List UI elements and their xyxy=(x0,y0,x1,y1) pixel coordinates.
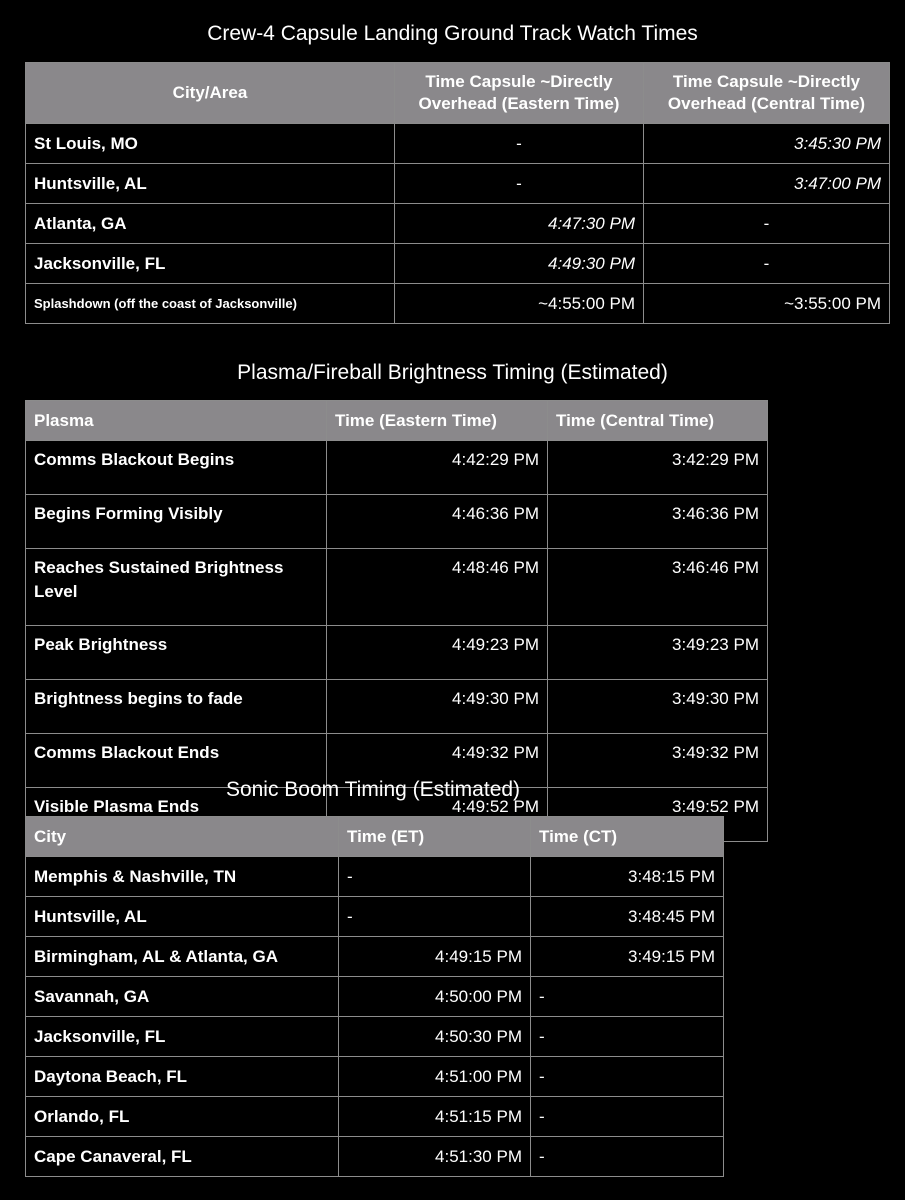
city-cell: Cape Canaveral, FL xyxy=(26,1137,339,1177)
central-time-cell: 3:49:15 PM xyxy=(531,937,724,977)
city-cell: St Louis, MO xyxy=(26,124,395,164)
eastern-time-cell: 4:49:30 PM xyxy=(395,244,644,284)
central-time-cell: - xyxy=(644,204,890,244)
city-cell: Huntsville, AL xyxy=(26,164,395,204)
city-cell: Huntsville, AL xyxy=(26,897,339,937)
event-cell: Comms Blackout Begins xyxy=(26,441,327,495)
central-time-cell: - xyxy=(531,977,724,1017)
table-row xyxy=(26,441,768,495)
eastern-time-cell: 4:49:23 PM xyxy=(327,626,548,680)
eastern-time-cell: 4:50:00 PM xyxy=(339,977,531,1017)
central-time-cell: 3:48:15 PM xyxy=(531,857,724,897)
table-row xyxy=(26,164,890,204)
eastern-time-cell: 4:42:29 PM xyxy=(327,441,548,495)
column-header: Time Capsule ~Directly Overhead (Central Time) xyxy=(644,63,890,124)
eastern-time-cell: 4:49:32 PM xyxy=(327,734,548,788)
table-row xyxy=(26,284,890,324)
event-cell: Peak Brightness xyxy=(26,626,327,680)
central-time-cell: 3:45:30 PM xyxy=(644,124,890,164)
central-time-cell: 3:46:36 PM xyxy=(548,495,768,549)
city-cell: Birmingham, AL & Atlanta, GA xyxy=(26,937,339,977)
eastern-time-cell: - xyxy=(339,857,531,897)
city-cell: Memphis & Nashville, TN xyxy=(26,857,339,897)
table-row xyxy=(26,244,890,284)
table-row xyxy=(26,1137,724,1177)
table-header-row xyxy=(26,817,724,857)
plasma-timing-title: Plasma/Fireball Brightness Timing (Estimated) xyxy=(237,361,668,384)
central-time-cell: - xyxy=(531,1097,724,1137)
city-cell: Daytona Beach, FL xyxy=(26,1057,339,1097)
column-header: Time (Eastern Time) xyxy=(327,401,548,441)
table-row xyxy=(26,495,768,549)
central-time-cell: 3:49:23 PM xyxy=(548,626,768,680)
table-row xyxy=(26,1097,724,1137)
table-row xyxy=(26,897,724,937)
eastern-time-cell: 4:50:30 PM xyxy=(339,1017,531,1057)
table-row xyxy=(26,626,768,680)
table-row xyxy=(26,124,890,164)
eastern-time-cell: 4:47:30 PM xyxy=(395,204,644,244)
central-time-cell: - xyxy=(531,1057,724,1097)
table-header-row xyxy=(26,63,890,124)
event-cell: Visible Plasma Ends xyxy=(26,788,327,842)
eastern-time-cell: 4:46:36 PM xyxy=(327,495,548,549)
table-row xyxy=(26,857,724,897)
central-time-cell: 3:49:52 PM xyxy=(548,788,768,842)
central-time-cell: 3:47:00 PM xyxy=(644,164,890,204)
table-header-row xyxy=(26,401,768,441)
event-cell: Begins Forming Visibly xyxy=(26,495,327,549)
central-time-cell: 3:42:29 PM xyxy=(548,441,768,495)
eastern-time-cell: - xyxy=(395,164,644,204)
table-row xyxy=(26,1017,724,1057)
city-cell: Atlanta, GA xyxy=(26,204,395,244)
central-time-cell: ~3:55:00 PM xyxy=(644,284,890,324)
sonic-boom-table xyxy=(25,816,724,1177)
central-time-cell: 3:48:45 PM xyxy=(531,897,724,937)
eastern-time-cell: ~4:55:00 PM xyxy=(395,284,644,324)
sonic-boom-title: Sonic Boom Timing (Estimated) xyxy=(225,778,521,801)
column-header: Time (Central Time) xyxy=(548,401,768,441)
column-header: Plasma xyxy=(26,401,327,441)
column-header: Time (ET) xyxy=(339,817,531,857)
table-row xyxy=(26,204,890,244)
central-time-cell: 3:49:30 PM xyxy=(548,680,768,734)
table-row xyxy=(26,1057,724,1097)
eastern-time-cell: 4:49:52 PM xyxy=(327,788,548,842)
event-cell: Comms Blackout Ends xyxy=(26,734,327,788)
ground-track-table xyxy=(25,62,890,324)
eastern-time-cell: - xyxy=(395,124,644,164)
event-cell: Reaches Sustained Brightness Level xyxy=(26,549,327,626)
table-row xyxy=(26,937,724,977)
city-cell: Jacksonville, FL xyxy=(26,1017,339,1057)
column-header: City xyxy=(26,817,339,857)
eastern-time-cell: 4:51:15 PM xyxy=(339,1097,531,1137)
city-cell: Splashdown (off the coast of Jacksonville) xyxy=(26,284,395,324)
table-row xyxy=(26,680,768,734)
event-cell: Brightness begins to fade xyxy=(26,680,327,734)
city-cell: Savannah, GA xyxy=(26,977,339,1017)
plasma-timing-table xyxy=(25,400,768,842)
city-cell: Jacksonville, FL xyxy=(26,244,395,284)
central-time-cell: 3:46:46 PM xyxy=(548,549,768,626)
eastern-time-cell: 4:51:30 PM xyxy=(339,1137,531,1177)
column-header: Time (CT) xyxy=(531,817,724,857)
central-time-cell: - xyxy=(531,1017,724,1057)
table-row xyxy=(26,977,724,1017)
central-time-cell: 3:49:32 PM xyxy=(548,734,768,788)
table-row xyxy=(26,549,768,626)
eastern-time-cell: 4:49:30 PM xyxy=(327,680,548,734)
central-time-cell: - xyxy=(531,1137,724,1177)
eastern-time-cell: - xyxy=(339,897,531,937)
column-header: Time Capsule ~Directly Overhead (Eastern Time) xyxy=(395,63,644,124)
eastern-time-cell: 4:51:00 PM xyxy=(339,1057,531,1097)
central-time-cell: - xyxy=(644,244,890,284)
eastern-time-cell: 4:49:15 PM xyxy=(339,937,531,977)
city-cell: Orlando, FL xyxy=(26,1097,339,1137)
eastern-time-cell: 4:48:46 PM xyxy=(327,549,548,626)
column-header: City/Area xyxy=(26,63,395,124)
ground-track-title: Crew-4 Capsule Landing Ground Track Watch Times xyxy=(207,22,698,45)
